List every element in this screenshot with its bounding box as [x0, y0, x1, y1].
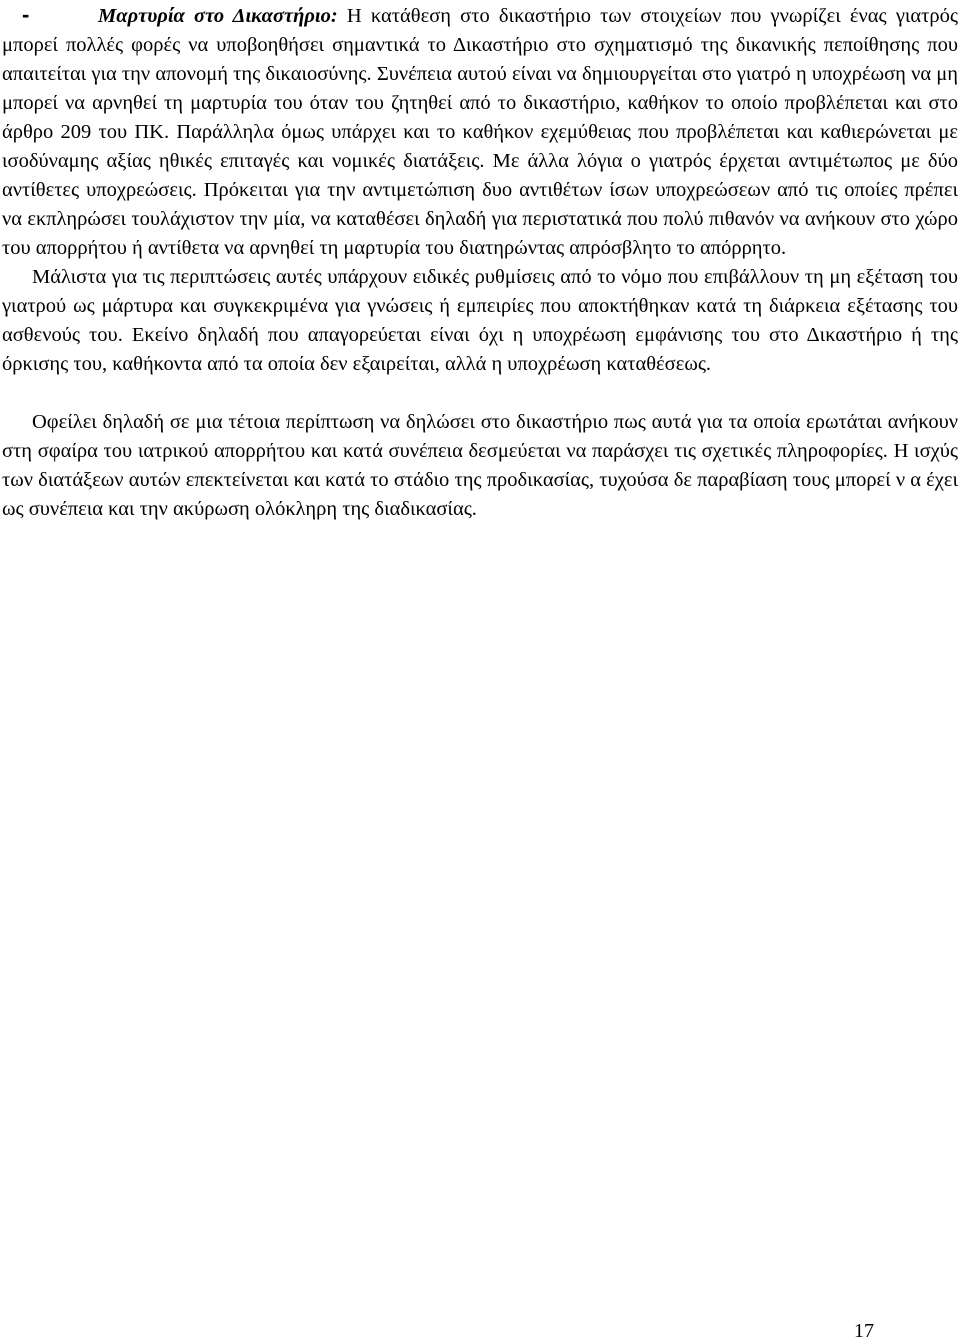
- paragraph-spacer: [2, 379, 958, 408]
- document-body: [2, 0, 958, 524]
- page-number: 17: [854, 1320, 874, 1342]
- paragraph-1-text: Η κατάθεση στο δικαστήριο των στοιχείων που γνωρίζει ένας γιατρός μπορεί πολλές φορές να υποβοηθήσει σημαντικά το Δικαστήριο στο σχηματισμό της δικανικής πεποίθησης που απαιτείται για την απονομή της δικαιοσύνης. Συνέπεια αυτού είναι να δημιουργείται στο γιατρό η υποχρέωση να μη μπορεί να αρνηθεί τη μαρτυρία του όταν του ζητηθεί από το δικαστήριο, καθήκον το οποίο προβλέπεται και στο άρθρο 209 του ΠΚ. Παράλληλα όμως υπάρχει και το καθήκον εχεμύθειας που προβλέπεται και καθιερώνεται με ισοδύναμης αξίας ηθικές επιταγές και νομικές διατάξεις. Με άλλα λόγια ο γιατρός έρχεται αντιμέτωπος με δύο αντίθετες υποχρεώσεις. Πρόκειται για την αντιμετώπιση δυο αντιθέτων ίσων υποχρεώσεων από τις οποίες πρέπει να εκπληρώσει τουλάχιστον την μία, να καταθέσει δηλαδή για περιστατικά που πολύ πιθανόν να ανήκουν στο χώρο του απορρήτου ή αντίθετα να αρνηθεί τη μαρτυρία του διατηρώντας απρόσβλητο το απόρρητο.: [2, 5, 958, 259]
- paragraph-3: Οφείλει δηλαδή σε μια τέτοια περίπτωση να δηλώσει στο δικαστήριο πως αυτά για τα οποία ερωτάται ανήκουν στη σφαίρα του ιατρικού απορρήτου και κατά συνέπεια δεσμεύεται να παράσχει τις σχετικές πληροφορίες. Η ισχύς των διατάξεων αυτών επεκτείνεται και κατά το στάδιο της προδικασίας, τυχούσα δε παραβίαση τους μπορεί ν α έχει ως συνέπεια και την ακύρωση ολόκληρη της διαδικασίας.: [2, 411, 958, 520]
- lead-heading: Μαρτυρία στο Δικαστήριο:: [98, 5, 338, 27]
- paragraph-2: Μάλιστα για τις περιπτώσεις αυτές υπάρχουν ειδικές ρυθμίσεις από το νόμο που επιβάλλουν τη μη εξέταση του γιατρού ως μάρτυρα και συγκεκριμένα για γνώσεις ή εμπειρίες που αποκτήθηκαν κατά τη διάρκεια εξέτασης του ασθενούς του. Εκείνο δηλαδή που απαγορεύεται είναι όχι η υποχρέωση εμφάνισης του στο Δικαστήριο ή της όρκισης του, καθήκοντα από τα οποία δεν εξαιρείται, αλλά η υποχρέωση καταθέσεως.: [2, 266, 958, 375]
- bullet-dash: -: [22, 2, 30, 27]
- paragraph-testimony: [2, 0, 958, 263]
